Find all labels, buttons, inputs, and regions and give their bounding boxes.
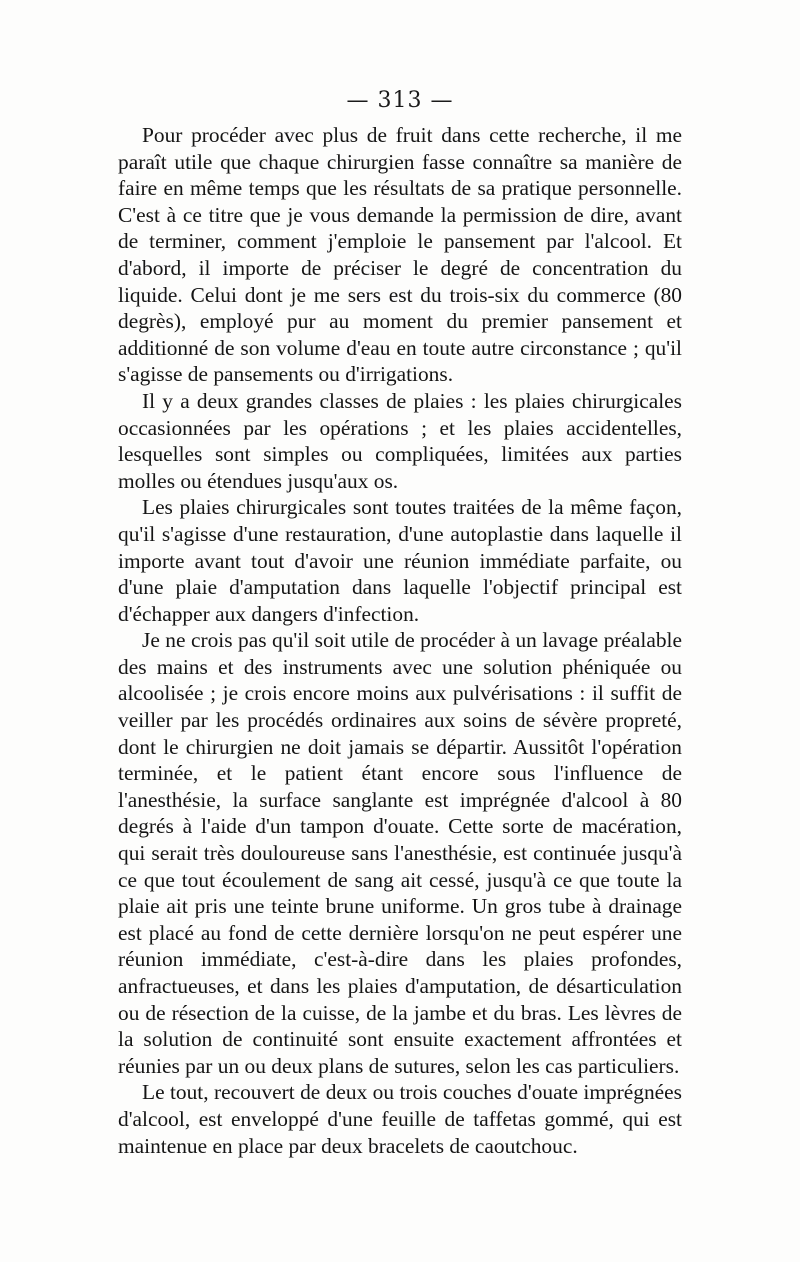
paragraph-5: Le tout, recouvert de deux ou trois couches d'ouate imprégnées d'alcool, est enveloppé d'une feuille de taffetas gommé, qui est maintenue en place par deux bracelets de caoutchouc. [118, 1080, 682, 1158]
body-text [118, 122, 682, 1159]
page-number-header: — 313 — [346, 88, 454, 113]
paragraph-4: Je ne crois pas qu'il soit utile de procéder à un lavage préalable des mains et des instruments avec une solution phéniquée ou alcoolisée ; je crois encore moins aux pulvérisations : il suffit de veiller par les procédés ordinaires aux soins de sévère propreté, dont le chirurgien ne doit jamais se départir. Aussitôt l'opération terminée, et le patient étant encore sous l'influence de l'anesthésie, la surface sanglante est imprégnée d'alcool à 80 degrés à l'aide d'un tampon d'ouate. Cette sorte de macération, qui serait très douloureuse sans l'anesthésie, est continuée jusqu'à ce que tout écoulement de sang ait cessé, jusqu'à ce que toute la plaie ait pris une teinte brune uniforme. Un gros tube à drainage est placé au fond de cette dernière lorsqu'on ne peut espérer une réunion immédiate, c'est-à-dire dans les plaies profondes, anfractueuses, et dans les plaies d'amputation, de désarticulation ou de résection de la cuisse, de la jambe et du bras. Les lèvres de la solution de continuité sont ensuite exactement affrontées et réunies par un ou deux plans de sutures, selon les cas particuliers. [118, 628, 682, 1078]
paragraph-1: Pour procéder avec plus de fruit dans cette recherche, il me paraît utile que chaque chirurgien fasse connaître sa manière de faire en même temps que les résultats de sa pratique personnelle. C'est à ce titre que je vous demande la permission de dire, avant de terminer, comment j'emploie le pansement par l'alcool. Et d'abord, il importe de préciser le degré de concentration du liquide. Celui dont je me sers est du trois-six du commerce (80 degrès), employé pur au moment du premier pansement et additionné de son volume d'eau en toute autre circonstance ; qu'il s'agisse de pansements ou d'irrigations. [118, 123, 682, 387]
paragraph-3: Les plaies chirurgicales sont toutes traitées de la même façon, qu'il s'agisse d'une restauration, d'une autoplastie dans laquelle il importe avant tout d'avoir une réunion immédiate parfaite, ou d'une plaie d'amputation dans laquelle l'objectif principal est d'échapper aux dangers d'infection. [118, 495, 682, 626]
paragraph-2: Il y a deux grandes classes de plaies : les plaies chirurgicales occasionnées par les opérations ; et les plaies accidentelles, lesquelles sont simples ou compliquées, limitées aux parties molles ou étendues jusqu'aux os. [118, 388, 682, 493]
